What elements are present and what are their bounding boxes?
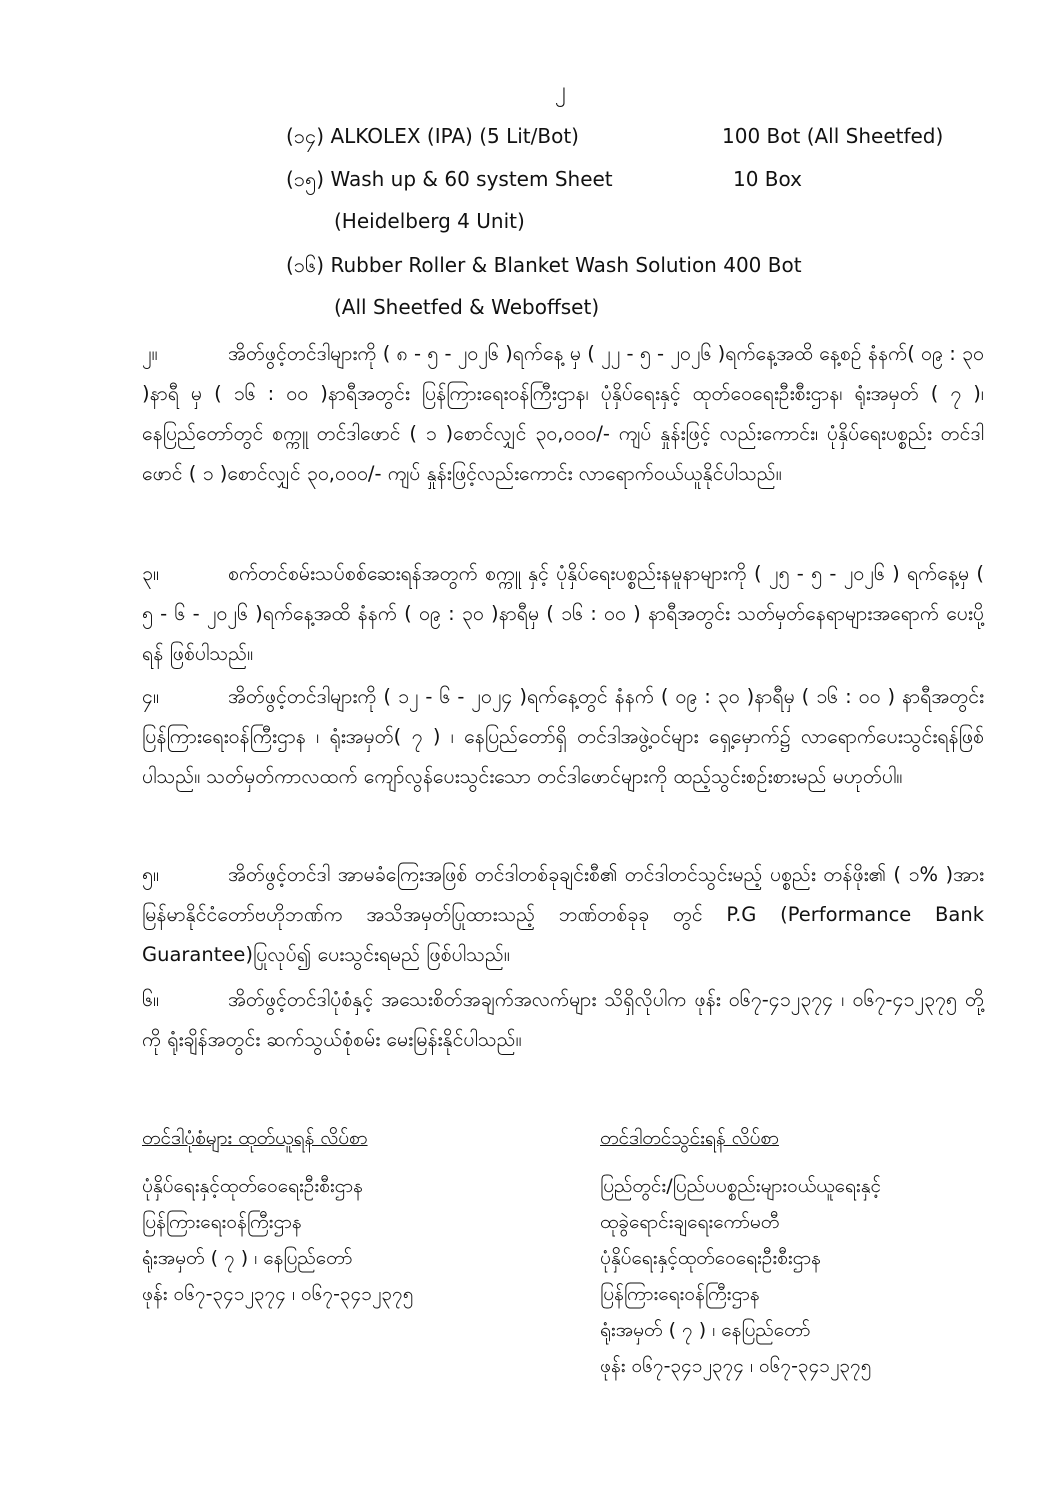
paragraph-2 [142,334,984,494]
address-right-line: ထုခွဲရောင်းချရေးကော်မတီ [600,1211,780,1233]
paragraph-3 [142,554,984,674]
address-right-line: ရုံးအမှတ် ( ၇ ) ၊ နေပြည်တော် [600,1319,811,1341]
paragraph-6-number: ၆။ [142,988,159,1011]
paragraph-5-text: အိတ်ဖွင့်တင်ဒါ အာမခံကြေးအဖြစ် တင်ဒါတစ်ခုချင်းစီ၏ တင်ဒါတင်သွင်းမည့် ပစ္စည်း တန်ဖိုး၏ ( ၁% )အား မြန်မာနိုင်ငံတော်ဗဟိုဘဏ်က အသိအမှတ်ပြုထားသည့် ဘဏ်တစ်ခုခု တွင် P.G (Performance Bank Guarantee)ပြုလုပ်၍ ပေးသွင်းရမည် ဖြစ်ပါသည်။ [142,863,984,966]
item-15-sub: (Heidelberg 4 Unit) [334,209,525,233]
item-15-qty: 10 Box [733,167,802,191]
address-left-line: ရုံးအမှတ် ( ၇ ) ၊ နေပြည်တော် [142,1247,353,1269]
address-left-heading: တင်ဒါပုံစံများ ထုတ်ယူရန် လိပ်စာ [142,1127,368,1149]
address-right-heading: တင်ဒါတင်သွင်းရန် လိပ်စာ [600,1127,779,1149]
item-16-name: (၁၆) Rubber Roller & Blanket Wash Solution 400 Bot [286,253,802,277]
address-right-line: ပြန်ကြားရေးဝန်ကြီးဌာန [600,1283,760,1305]
address-right-line: ပုံနှိပ်ရေးနှင့်ထုတ်ဝေရေးဦးစီးဌာန [600,1247,821,1269]
address-left-line: ပြန်ကြားရေးဝန်ကြီးဌာန [142,1211,302,1233]
paragraph-2-text: အိတ်ဖွင့်တင်ဒါများကို ( ၈ - ၅ - ၂၀၂၆ )ရက်နေ့ မှ ( ၂၂ - ၅ - ၂၀၂၆ )ရက်နေ့အထိ နေ့စဉ် နံနက်( ၀၉ : ၃၀ )နာရီ မှ ( ၁၆ : ၀၀ )နာရီအတွင်း ပြန်ကြားရေးဝန်ကြီးဌာန၊ ပုံနှိပ်ရေးနှင့် ထုတ်ဝေရေးဦးစီးဌာန၊ ရုံးအမှတ် ( ၇ )၊ နေပြည်တော်တွင် စက္ကူ တင်ဒါဖောင် ( ၁ )စောင်လျှင် ၃၀,၀၀၀/- ကျပ် နှုန်းဖြင့် လည်းကောင်း၊ ပုံနှိပ်ရေးပစ္စည်း တင်ဒါဖောင် ( ၁ )စောင်လျှင် ၃၀,၀၀၀/- ကျပ် နှုန်းဖြင့်လည်းကောင်း လာရောက်ဝယ်ယူနိုင်ပါသည်။ [142,342,984,485]
paragraph-6 [142,980,984,1060]
paragraph-6-text: အိတ်ဖွင့်တင်ဒါပုံစံနှင့် အသေးစိတ်အချက်အလက်များ သိရှိလိုပါက ဖုန်း ၀၆၇-၄၁၂၃၇၄ ၊ ၀၆၇-၄၁၂၃၇၅ တို့ကို ရုံးချိန်အတွင်း ဆက်သွယ်စုံစမ်း မေးမြန်းနိုင်ပါသည်။ [142,988,984,1051]
item-16-sub: (All Sheetfed & Weboffset) [334,295,600,319]
paragraph-5-number: ၅။ [142,863,159,886]
paragraph-5 [142,855,984,975]
page-number: ၂ [555,78,566,103]
paragraph-4 [142,677,984,797]
address-right-line: ပြည်တွင်း/ပြည်ပပစ္စည်းများဝယ်ယူရေးနှင့် [600,1175,882,1197]
address-left-line: ပုံနှိပ်ရေးနှင့်ထုတ်ဝေရေးဦးစီးဌာန [142,1175,363,1197]
paragraph-3-number: ၃။ [142,562,159,585]
item-14-qty: 100 Bot (All Sheetfed) [722,124,944,148]
item-14-name: (၁၄) ALKOLEX (IPA) (5 Lit/Bot) [286,124,579,148]
paragraph-4-text: အိတ်ဖွင့်တင်ဒါများကို ( ၁၂ - ၆ - ၂၀၂၄ )ရက်နေ့တွင် နံနက် ( ၀၉ : ၃၀ )နာရီမှ ( ၁၆ : ၀၀ ) နာရီအတွင်း ပြန်ကြားရေးဝန်ကြီးဌာန ၊ ရုံးအမှတ်( ၇ ) ၊ နေပြည်တော်ရှိ တင်ဒါအဖွဲ့ဝင်များ ရှေ့မှောက်၌ လာရောက်ပေးသွင်းရန်ဖြစ်ပါသည်။ သတ်မှတ်ကာလထက် ကျော်လွန်ပေးသွင်းသော တင်ဒါဖောင်များကို ထည့်သွင်းစဉ်းစားမည် မဟုတ်ပါ။ [142,685,984,788]
paragraph-2-number: ၂။ [142,342,158,365]
address-left [142,1120,413,1312]
address-right [600,1120,881,1384]
paragraph-3-text: စက်တင်စမ်းသပ်စစ်ဆေးရန်အတွက် စက္ကူ နှင့် ပုံနှိပ်ရေးပစ္စည်းနမူနာများကို ( ၂၅ - ၅ - ၂၀၂၆ ) ရက်နေ့မှ ( ၅ - ၆ - ၂၀၂၆ )ရက်နေ့အထိ နံနက် ( ၀၉ : ၃၀ )နာရီမှ ( ၁၆ : ၀၀ ) နာရီအတွင်း သတ်မှတ်နေရာများအရောက် ပေးပို့ရန် ဖြစ်ပါသည်။ [142,562,984,665]
address-left-phone: ဖုန်း ၀၆၇-၃၄၁၂၃၇၄ ၊ ၀၆၇-၃၄၁၂၃၇၅ [142,1283,414,1305]
item-15-name: (၁၅) Wash up & 60 system Sheet [286,167,613,191]
address-right-phone: ဖုန်း ၀၆၇-၃၄၁၂၃၇၄ ၊ ၀၆၇-၃၄၁၂၃၇၅ [600,1355,872,1377]
paragraph-4-number: ၄။ [142,685,159,708]
